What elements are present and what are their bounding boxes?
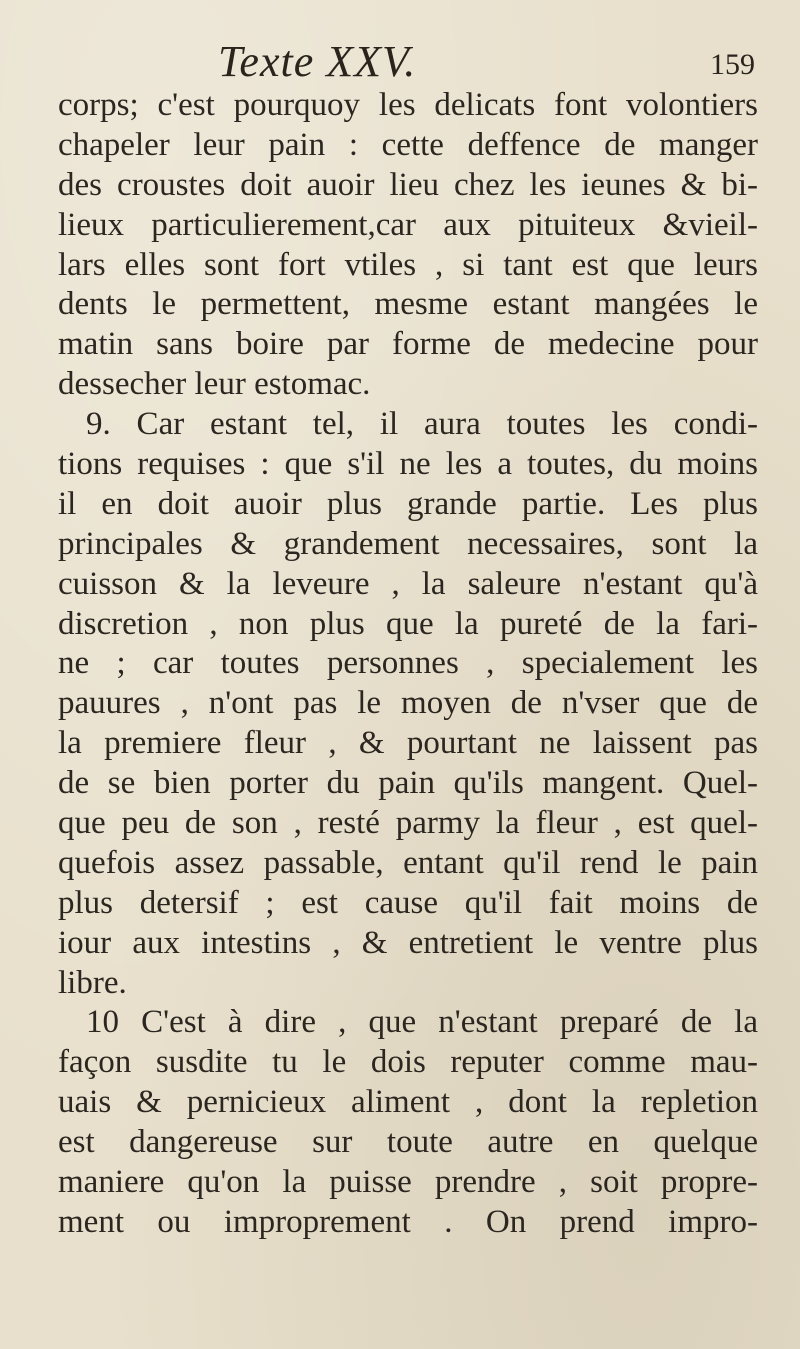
text-line: la premiere fleur , & pourtant ne laissent pas — [58, 725, 758, 762]
paragraph-10-start: 10 C'est à dire , que n'estant preparé de la — [86, 1004, 758, 1041]
text-line: uais & pernicieux aliment , dont la repletion — [58, 1084, 758, 1121]
text-line: pauures , n'ont pas le moyen de n'vser que de — [58, 685, 758, 722]
text-line: principales & grandement necessaires, sont la — [58, 525, 758, 562]
text-line: ne ; car toutes personnes , specialement les — [58, 645, 758, 682]
text-line: lars elles sont fort vtiles , si tant est que leurs — [58, 246, 758, 283]
page-header — [0, 30, 800, 90]
text-line: lieux particulierement,car aux pituiteux &vieil- — [58, 206, 758, 243]
text-line: il en doit auoir plus grande partie. Les plus — [58, 485, 758, 522]
text-line: quefois assez passable, entant qu'il rend le pain — [58, 844, 758, 881]
text-line: ment ou improprement . On prend impro- — [58, 1203, 758, 1240]
text-line: maniere qu'on la puisse prendre , soit propre- — [58, 1164, 758, 1201]
text-line: est dangereuse sur toute autre en quelque — [58, 1124, 758, 1161]
text-line: que peu de son , resté parmy la fleur , est quel- — [58, 805, 758, 842]
text-line: corps; c'est pourquoy les delicats font volontiers — [58, 87, 758, 123]
text-line: libre. — [58, 964, 127, 1001]
body-text — [58, 86, 758, 1243]
text-line: chapeler leur pain : cette deffence de manger — [58, 126, 758, 163]
text-line: dessecher leur estomac. — [58, 366, 371, 403]
text-line: iour aux intestins , & entretient le ventre plus — [58, 924, 758, 961]
text-line: matin sans boire par forme de medecine pour — [58, 326, 758, 363]
text-line: façon susdite tu le dois reputer comme mau- — [58, 1044, 758, 1081]
paragraph-9-start: 9. Car estant tel, il aura toutes les condi- — [86, 406, 758, 443]
page-number: 159 — [710, 48, 755, 81]
text-line: dents le permettent, mesme estant mangées le — [58, 286, 758, 323]
text-line: des croustes doit auoir lieu chez les ieunes & bi- — [58, 166, 758, 203]
text-line: tions requises : que s'il ne les a toutes, du moins — [58, 446, 758, 483]
text-line: discretion , non plus que la pureté de la fari- — [58, 605, 758, 642]
running-title: Texte XXV. — [218, 37, 417, 86]
text-line: plus detersif ; est cause qu'il fait moins de — [58, 884, 758, 921]
text-line: cuisson & la leveure , la saleure n'estant qu'à — [58, 565, 758, 602]
text-line: de se bien porter du pain qu'ils mangent. Quel- — [58, 765, 758, 802]
